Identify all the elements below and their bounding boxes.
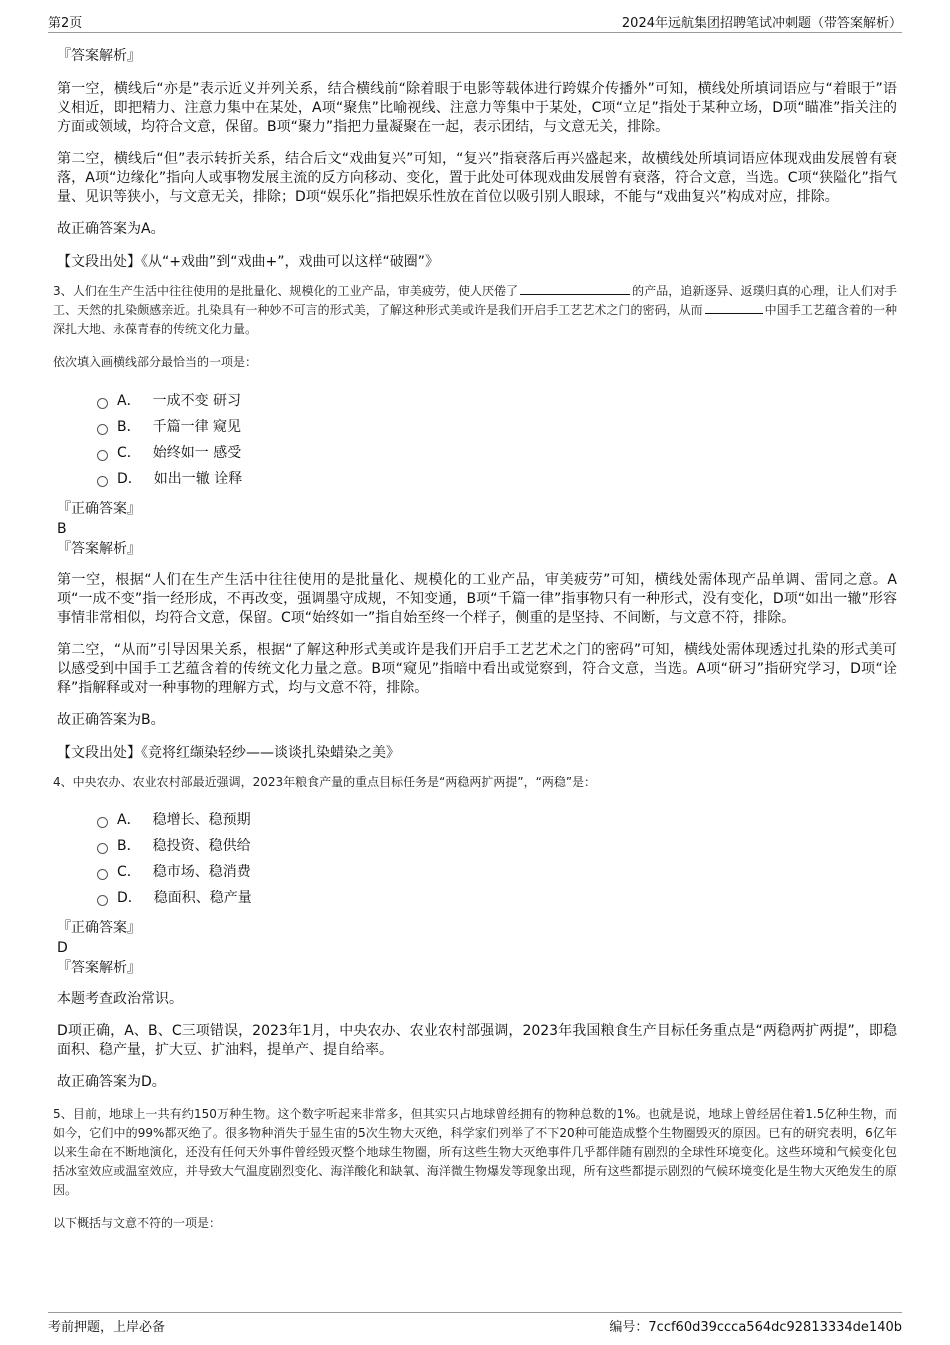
radio-icon[interactable] (97, 450, 108, 461)
q4-conclusion: 故正确答案为D。 (57, 1074, 166, 1090)
q2-analysis-p2: 第二空，横线后“但”表示转折关系，结合后文“戏曲复兴”可知，“复兴”指衰落后再兴盛起来，故横线处所填词语应体现戏曲发展曾有衰落，A项“边缘化”指向人或事物发展主流的反方向移动、变化，置于此处可体现戏曲发展曾有衰落，符合文意，当选。C项“狭隘化”指气量、见识等狭小，与文意无关，排除；D项“娱乐化”指把娱乐性放在首位以吸引别人眼球，不能与“戏曲复兴”构成对应，排除。 (57, 151, 897, 205)
page-number: 第2页 (48, 16, 83, 31)
q4-analysis-label: 『答案解析』 (57, 960, 141, 976)
radio-icon[interactable] (97, 398, 108, 409)
q4-option-c[interactable] (97, 858, 897, 884)
q4-answer: D (57, 940, 68, 956)
q4-option-b[interactable] (97, 832, 897, 858)
q4-stem: 4、中央农办、农业农村部最近强调，2023年粮食产量的重点目标任务是“两稳两扩两提”，“两稳”是： (53, 775, 597, 789)
option-text: 稳增长、稳预期 (152, 812, 251, 828)
q3-stem-b: 的产品，追新逐异、返璞归真的心理，让人们对手工、天然的扎染颇感亲近。扎染具有一种妙不可言的形式美，了解这种形式美或许是我们开启手工艺艺术之门的密码，从而 (53, 284, 897, 317)
document-body (53, 46, 897, 1248)
option-text: 始终如一 感受 (152, 445, 242, 461)
q3-option-d[interactable] (97, 465, 897, 491)
option-letter: C． (117, 445, 141, 461)
page-header (48, 12, 902, 33)
radio-icon[interactable] (97, 476, 108, 487)
option-text: 稳投资、稳供给 (152, 838, 251, 854)
q5-stem: 5、目前，地球上一共有约150万种生物。这个数字听起来非常多，但其实只占地球曾经拥有的物种总数的1%。也就是说，地球上曾经居住着1.5亿种生物，而如今，它们中的99%都灭绝了。很多物种消失于显生宙的5次生物大灭绝，科学家们列举了不下20种可能造成整个生物圈毁灭的原因。已有的研究表明，6亿年以来生命在不断地演化，还没有任何天外事件曾经毁灭整个地球生物圈，所有这些生物大灭绝事件几乎都伴随有剧烈的全球性环境变化。这些环境和气候变化包括冰室效应或温室效应，并导致大气温度剧烈变化、海洋酸化和缺氧、海洋微生物爆发等现象出现，所有这些都提示剧烈的气候环境变化是生物大灭绝发生的原因。 (53, 1107, 897, 1197)
q2-source: 【文段出处】《从“+戏曲”到“戏曲+”，戏曲可以这样“破圈”》 (57, 254, 439, 270)
option-letter: A． (117, 812, 141, 828)
q3-analysis-label: 『答案解析』 (57, 541, 141, 557)
q3-correct-label: 『正确答案』 (57, 501, 141, 517)
q4-options (97, 806, 897, 910)
footer-slogan: 考前押题，上岸必备 (48, 1320, 166, 1335)
option-letter: C． (117, 864, 141, 880)
q3-prompt: 依次填入画横线部分最恰当的一项是： (53, 355, 258, 369)
document-title: 2024年远航集团招聘笔试冲刺题（带答案解析） (621, 16, 902, 31)
q3-option-a[interactable] (97, 387, 897, 413)
radio-icon[interactable] (97, 817, 108, 828)
q3-analysis-p1: 第一空，根据“人们在生产生活中往往使用的是批量化、规模化的工业产品，审美疲劳”可知，横线处需体现产品单调、雷同之意。A项“一成不变”指一经形成，不再改变，强调墨守成规，不知变通，B项“千篇一律”指事物只有一种形式，没有变化，D项“如出一辙”形容事情非常相似，均符合文意，保留。C项“始终如一”指自始至终一个样子，侧重的是坚持、不间断，与文意不符，排除。 (57, 572, 897, 626)
q3-analysis-p2: 第二空，“从而”引导因果关系，根据“了解这种形式美或许是我们开启手工艺艺术之门的密码”可知，横线处需体现透过扎染的形式美可以感受到中国手工艺蕴含着的传统文化力量之意。B项“窥见”指暗中看出或觉察到，符合文意，当选。A项“研习”指研究学习，D项“诠释”指解释或对一种事物的理解方式，均与文意不符，排除。 (57, 642, 897, 696)
option-letter: A． (117, 393, 141, 409)
q3-stem (53, 282, 897, 339)
q4-option-a[interactable] (97, 806, 897, 832)
q3-option-b[interactable] (97, 413, 897, 439)
radio-icon[interactable] (97, 843, 108, 854)
option-letter: B． (117, 838, 141, 854)
q4-analysis-p0: 本题考查政治常识。 (57, 991, 183, 1007)
q3-stem-c: 中国手工艺蕴含着的一种深扎大地、永葆青春的传统文化力量。 (53, 303, 897, 336)
q3-conclusion: 故正确答案为B。 (57, 712, 165, 728)
option-text: 一成不变 研习 (152, 393, 242, 409)
q5-prompt: 以下概括与文意不符的一项是： (53, 1216, 222, 1230)
q3-answer: B (57, 521, 67, 537)
q3-stem-a: 3、人们在生产生活中往往使用的是批量化、规模化的工业产品，审美疲劳，使人厌倦了 (53, 284, 519, 298)
radio-icon[interactable] (97, 424, 108, 435)
option-text: 如出一辙 诠释 (153, 471, 243, 487)
radio-icon[interactable] (97, 895, 108, 906)
q3-option-c[interactable] (97, 439, 897, 465)
option-letter: D． (117, 890, 142, 906)
option-text: 稳面积、稳产量 (153, 890, 252, 906)
radio-icon[interactable] (97, 869, 108, 880)
q4-correct-label: 『正确答案』 (57, 920, 141, 936)
q4-analysis-p1: D项正确，A、B、C三项错误，2023年1月，中央农办、农业农村部强调，2023年我国粮食生产目标任务重点是“两稳两扩两提”，即稳面积、稳产量，扩大豆、扩油料，提单产、提自给率。 (57, 1023, 897, 1058)
q2-analysis-p1: 第一空，横线后“亦是”表示近义并列关系，结合横线前“除着眼于电影等载体进行跨媒介传播外”可知，横线处所填词语应与“着眼于”语义相近，即把精力、注意力集中在某处，A项“聚焦”比喻视线、注意力等集中于某处，C项“立足”指处于某种立场，D项“瞄准”指关注的方面或领域，均符合文意，保留。B项“聚力”指把力量凝聚在一起，表示团结，与文意无关，排除。 (57, 81, 897, 135)
q2-analysis-label: 『答案解析』 (57, 48, 141, 64)
option-text: 稳市场、稳消费 (152, 864, 251, 880)
q4-option-d[interactable] (97, 884, 897, 910)
option-text: 千篇一律 窥见 (152, 419, 242, 435)
page-footer (48, 1312, 902, 1338)
q3-options (97, 387, 897, 491)
option-letter: D． (117, 471, 142, 487)
q2-conclusion: 故正确答案为A。 (57, 221, 165, 237)
q3-blank-1 (520, 282, 630, 295)
option-letter: B． (117, 419, 141, 435)
q3-source: 【文段出处】《竞将红缬染轻纱——谈谈扎染蜡染之美》 (57, 745, 400, 761)
q3-blank-2 (705, 301, 763, 314)
document-id: 编号：7ccf60d39ccca564dc92813334de140b (609, 1320, 902, 1335)
